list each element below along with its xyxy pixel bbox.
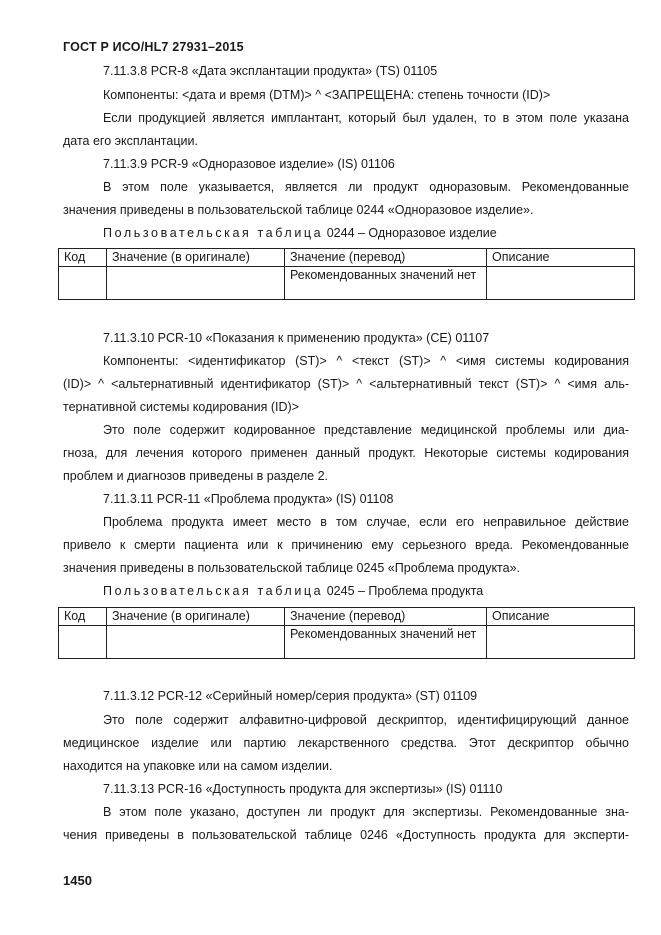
paragraph-line: Это поле содержит алфавитно-цифровой дескриптор, идентифицирующий данное — [103, 713, 629, 727]
paragraph-line: В этом поле указано, доступен ли продукт для экспертизы. Рекомендованные зна- — [103, 805, 629, 819]
section-7-11-3-10-title: 7.11.3.10 PCR-10 «Показания к применению продукта» (CE) 01107 — [103, 331, 490, 345]
table-cell — [59, 626, 107, 659]
paragraph-line: Компоненты: <идентификатор (ST)> ^ <текст (ST)> ^ <имя системы кодирования — [103, 354, 629, 368]
table-header-cell: Значение (в оригинале) — [107, 249, 285, 267]
table-header-cell: Код — [59, 608, 107, 626]
section-7-11-3-11-title: 7.11.3.11 PCR-11 «Проблема продукта» (IS) 01108 — [103, 492, 394, 506]
paragraph-line: проблем и диагнозов приведены в разделе 2. — [63, 469, 328, 483]
paragraph-line: значения приведены в пользовательской таблице 0245 «Проблема продукта». — [63, 561, 521, 575]
document-header: ГОСТ Р ИСО/HL7 27931–2015 — [63, 40, 244, 54]
table-caption-title: 0244 – Одноразовое изделие — [326, 226, 497, 240]
table-header-row — [59, 608, 635, 626]
table-row — [59, 626, 635, 659]
table-caption-title: 0245 – Проблема продукта — [326, 584, 484, 598]
table-0244 — [58, 248, 635, 300]
table-caption-label: Пользовательская таблица — [103, 226, 324, 240]
section-7-11-3-9-title: 7.11.3.9 PCR-9 «Одноразовое изделие» (IS) 01106 — [103, 157, 395, 171]
table-row — [59, 267, 635, 300]
paragraph-line: Это поле содержит кодированное представление медицинской проблемы или диа- — [103, 423, 629, 437]
table-header-cell: Значение (перевод) — [285, 249, 487, 267]
paragraph-line: гноза, для лечения которого применен данный продукт. Некоторые системы кодирования — [63, 446, 629, 460]
table-cell — [107, 626, 285, 659]
paragraph-line: Проблема продукта имеет место в том случае, если его неправильное действие — [103, 515, 629, 529]
section-7-11-3-8-title: 7.11.3.8 PCR-8 «Дата эксплантации продукта» (TS) 01105 — [103, 64, 438, 78]
table-header-cell: Значение (в оригинале) — [107, 608, 285, 626]
table-header-cell: Описание — [487, 249, 635, 267]
paragraph-line: тернативной системы кодирования (ID)> — [63, 400, 299, 414]
table-caption — [103, 225, 497, 241]
table-caption-label: Пользовательская таблица — [103, 584, 324, 598]
table-cell — [59, 267, 107, 300]
paragraph-line: Компоненты: <дата и время (DTM)> ^ <ЗАПРЕЩЕНА: степень точности (ID)> — [103, 88, 551, 102]
page-number: 1450 — [63, 873, 92, 888]
paragraph-line: медицинское изделие или партию лекарственного средства. Этот дескриптор обычно — [63, 736, 629, 750]
paragraph-line: находится на упаковке или на самом изделии. — [63, 759, 333, 773]
table-header-row — [59, 249, 635, 267]
table-cell — [107, 267, 285, 300]
paragraph-line: чения приведены в пользовательской таблице 0246 «Доступность продукта для эксперти- — [63, 828, 629, 842]
table-header-cell: Значение (перевод) — [285, 608, 487, 626]
paragraph-line: дата его эксплантации. — [63, 134, 198, 148]
table-cell: Рекомендованных значений нет — [285, 267, 487, 300]
table-header-cell: Описание — [487, 608, 635, 626]
table-cell — [487, 267, 635, 300]
paragraph-line: значения приведены в пользовательской таблице 0244 «Одноразовое изделие». — [63, 203, 534, 217]
table-cell: Рекомендованных значений нет — [285, 626, 487, 659]
paragraph-line: привело к смерти пациента или к причинению ему серьезного вреда. Рекомендованные — [63, 538, 629, 552]
paragraph-line: Если продукцией является имплантант, который был удален, то в этом поле указана — [103, 111, 629, 125]
paragraph-line: (ID)> ^ <альтернативный идентификатор (ST)> ^ <альтернативный текст (ST)> ^ <имя аль- — [63, 377, 629, 391]
table-header-cell: Код — [59, 249, 107, 267]
section-7-11-3-12-title: 7.11.3.12 PCR-12 «Серийный номер/серия продукта» (ST) 01109 — [103, 689, 478, 703]
section-7-11-3-13-title: 7.11.3.13 PCR-16 «Доступность продукта для экспертизы» (IS) 01110 — [103, 782, 503, 796]
table-cell — [487, 626, 635, 659]
table-caption — [103, 583, 483, 599]
table-0245 — [58, 607, 635, 659]
paragraph-line: В этом поле указывается, является ли продукт одноразовым. Рекомендованные — [103, 180, 629, 194]
